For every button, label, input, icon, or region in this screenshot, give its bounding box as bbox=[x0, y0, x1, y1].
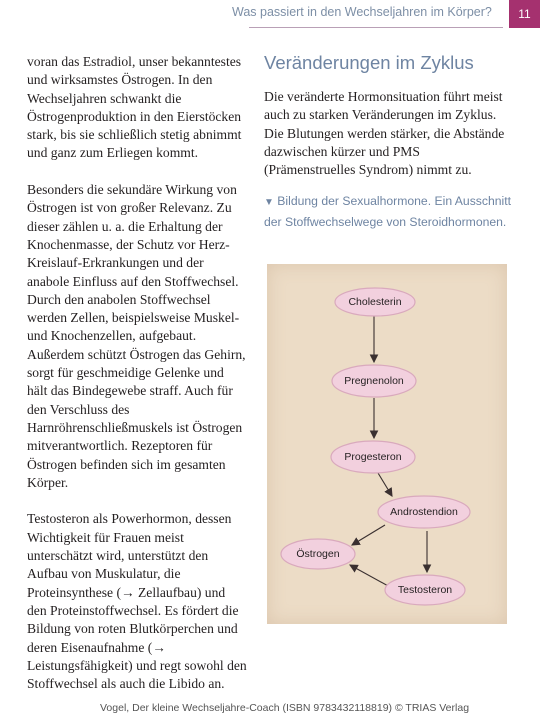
node-testosteron bbox=[385, 575, 465, 605]
page-number-tab: 11 bbox=[509, 0, 540, 28]
chevron-down-circle-icon: ▼ bbox=[264, 197, 274, 209]
node-pregnenolon-label: Pregnenolon bbox=[344, 375, 404, 387]
arrow-testosteron-oestrogen bbox=[350, 565, 390, 587]
node-cholesterin-label: Cholesterin bbox=[348, 296, 402, 308]
paragraph-estradiol: voran das Estradiol, unser bekanntestes und wirksamstes Östrogen. In den Wechseljahren schwankt die Östrogenproduktion in den Eierstöcken stark, bis sie schließlich stetig abnimmt und ganz zum Erliegen kommt. bbox=[27, 54, 242, 161]
arrow-progesteron-androstendion bbox=[378, 473, 392, 496]
node-progesteron bbox=[331, 441, 415, 473]
node-androstendion bbox=[378, 496, 470, 528]
node-cholesterin bbox=[335, 288, 415, 316]
paragraph-oestrogen-effects: Besonders die sekundäre Wirkung von Östrogen ist von großer Relevanz. Zu dieser zählen u. a. die Erhaltung der Knochenmasse, der Schutz vor Herz-Kreislauf-Erkrankungen und der anabole Einfluss auf den Stoffwechsel. Durch den anabolen Stoffwechsel werden Zellen, beispielsweise Muskel- und Knochenzellen, aufgebaut. Außerdem schützt Östrogen das Gehirn, sorgt für geschmeidige Gelenke und hält das Bindegewebe straff. Auch für den Verschluss des Harnröhrenschließmuskels ist Östrogen mitverantwortlich. Rezeptoren für Östrogen befinden sich im gesamten Körper. bbox=[27, 182, 246, 490]
arrow-androstendion-oestrogen bbox=[352, 525, 385, 545]
footer-citation: Vogel, Der kleine Wechseljahre-Coach (ISBN 9783432118819) © TRIAS Verlag bbox=[100, 702, 470, 714]
intro-paragraph: Die veränderte Hormonsituation führt meist auch zu starken Veränderungen im Zyklus. Die Blutungen werden stärker, die Abstände dazwischen kürzer und PMS (Prämenstruelles Syndrom) nimmt zu. bbox=[264, 89, 505, 178]
paragraph-testosteron: Testosteron als Powerhormon, dessen Wichtigkeit für Frauen meist unterschätzt wird, unterstützt den Aufbau von Muskulatur, die Proteinsynthese (→ Zellaufbau) und den Proteinstoffwechsel. Es fördert die Bildung von roten Blutkörperchen und deren Eisenaufnahme (→ Leistungsfähigkeit) und regt sowohl den Stoffwechsel als auch die Libido an. bbox=[27, 511, 247, 692]
node-pregnenolon bbox=[332, 365, 416, 397]
node-androstendion-label: Androstendion bbox=[390, 506, 458, 518]
section-heading: Veränderungen im Zyklus bbox=[264, 52, 474, 73]
node-progesteron-label: Progesteron bbox=[344, 451, 402, 463]
header-title: Was passiert in den Wechseljahren im Körper? bbox=[232, 5, 492, 19]
caption-text: Bildung der Sexualhormone. Ein Ausschnitt der Stoffwechselwege von Steroidhormonen. bbox=[264, 194, 512, 229]
node-oestrogen bbox=[281, 539, 355, 569]
node-oestrogen-label: Östrogen bbox=[296, 548, 340, 560]
node-testosteron-label: Testosteron bbox=[397, 584, 453, 596]
